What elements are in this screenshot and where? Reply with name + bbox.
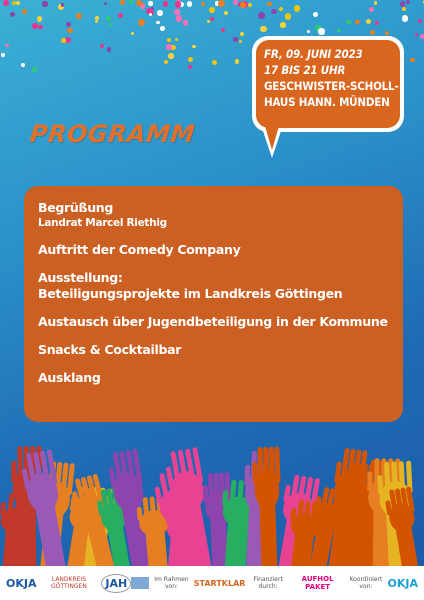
confetti-dot [224,11,228,15]
confetti-dot [16,1,20,5]
confetti-dot [346,20,350,24]
finanziert-text: Finanziert durch: [253,576,283,590]
event-date: FR, 09. JUNI 2023 [264,47,363,61]
confetti-dot [32,67,37,72]
confetti-dot [188,65,191,68]
confetti-dot [167,38,171,42]
confetti-dot [375,21,379,25]
confetti-dot [370,30,375,35]
confetti-dot [248,3,252,7]
confetti-dot [400,1,405,6]
confetti-dot [107,47,112,52]
confetti-dot [420,34,424,39]
confetti-dot [104,2,107,5]
confetti-dot [164,60,168,64]
confetti-dot [258,12,265,19]
confetti-dot [260,26,266,32]
confetti-dot [38,25,43,30]
confetti-dot [240,2,245,7]
confetti-dot [37,16,42,21]
confetti-dot [233,37,238,42]
confetti-dot [183,20,188,25]
confetti-dot [65,37,71,43]
confetti-dot [149,13,152,16]
confetti-dot [313,12,318,17]
confetti-dot [120,0,125,5]
confetti-dot [166,44,172,50]
confetti-dot [3,0,9,6]
confetti-dot [21,63,25,67]
confetti-dot [201,2,205,6]
confetti-dot [175,38,178,41]
confetti-dot [129,0,133,4]
program-item-snacks: Snacks & Cocktailbar [38,342,182,357]
confetti-dot [100,44,104,48]
aufholpaket-logo: AUFHOL PAKET [301,575,334,591]
confetti-dot [163,1,168,6]
confetti-dot [32,23,38,29]
confetti-dot [106,16,111,21]
confetti-dot [176,15,182,21]
confetti-dot [415,33,418,36]
confetti-dot [168,53,174,59]
confetti-dot [406,0,410,4]
confetti-dot [5,44,9,48]
confetti-dot [233,0,238,5]
event-venue-line1: GESCHWISTER-SCHOLL- [264,79,399,93]
confetti-dot [369,7,375,13]
confetti-dot [337,29,341,33]
confetti-dot [239,40,242,43]
raised-hands-illustration [0,420,424,580]
confetti-dot [148,1,152,5]
confetti-dot [95,16,100,21]
confetti-dot [402,7,406,11]
confetti-dot [318,28,324,34]
speech-bubble-tail-fill [265,126,279,150]
confetti-dot [42,1,47,6]
confetti-dot [156,21,159,24]
confetti-dot [138,19,145,26]
confetti-dot [22,9,27,14]
confetti-dot [221,28,225,32]
program-item-exchange: Austausch über Jugendbeteiligung in der Kommune [38,314,388,329]
confetti-dot [131,32,134,35]
confetti-dot [192,45,195,48]
confetti-dot [366,19,371,24]
program-panel [24,186,403,422]
okja-logo: OKJA [6,576,37,590]
confetti-dot [160,26,165,31]
program-item-exhibition-sub: Beteiligungsprojekte im Landkreis Göttingen [38,286,343,301]
event-info-bubble [256,40,400,128]
confetti-dot [1,53,5,57]
program-item-comedy: Auftritt der Comedy Company [38,242,241,257]
page-title: PROGRAMM [28,120,197,148]
sponsor-footer [0,566,424,600]
confetti-dot [271,9,277,15]
confetti-dot [76,13,82,19]
confetti-dot [240,32,244,36]
landkreis-logo: LANDKREIS GÖTTINGEN [51,576,87,590]
confetti-dot [418,19,422,23]
confetti-dot [209,7,215,13]
koordiniert-text: Koordiniert von: [349,576,383,590]
confetti-dot [212,60,218,66]
confetti-dot [61,3,64,6]
confetti-dot [410,58,415,63]
confetti-dot [402,15,409,22]
program-item-closing: Ausklang [38,370,101,385]
jah-logo: JAH [101,574,131,593]
confetti-dot [157,10,163,16]
event-venue-line2: HAUS HANN. MÜNDEN [264,95,390,109]
confetti-dot [207,20,210,23]
confetti-dot [210,17,213,20]
confetti-dot [279,7,283,11]
confetti-dot [355,20,360,25]
confetti-dot [187,1,192,6]
confetti-dot [294,5,300,11]
confetti-dot [218,0,225,7]
confetti-dot [374,1,377,4]
startklar-logo: STARTKLAR [193,578,246,588]
event-time: 17 BIS 21 UHR [264,63,346,77]
confetti-dot [118,13,123,18]
program-item-exhibition: Ausstellung: [38,270,123,285]
program-item-greeting: Begrüßung [38,200,114,215]
okja-logo-right: OKJA [387,576,418,590]
im-rahmen-text: Im Rahmen von: [154,576,189,590]
confetti-dot [12,1,16,5]
program-item-greeting-sub: Landrat Marcel Riethig [38,217,167,229]
confetti-dot [95,20,99,24]
confetti-dot [307,30,311,34]
confetti-dot [66,22,71,27]
confetti-dot [67,28,73,34]
confetti-dot [136,0,142,6]
confetti-dot [109,23,112,26]
confetti-dot [280,22,285,27]
building-logo [131,577,149,589]
confetti-dot [174,9,179,14]
confetti-dot [285,13,292,20]
confetti-dot [385,31,389,35]
confetti-dot [188,57,193,62]
confetti-dot [235,59,240,64]
confetti-dot [175,1,181,7]
confetti-dot [267,2,271,6]
confetti-dot [10,12,15,17]
